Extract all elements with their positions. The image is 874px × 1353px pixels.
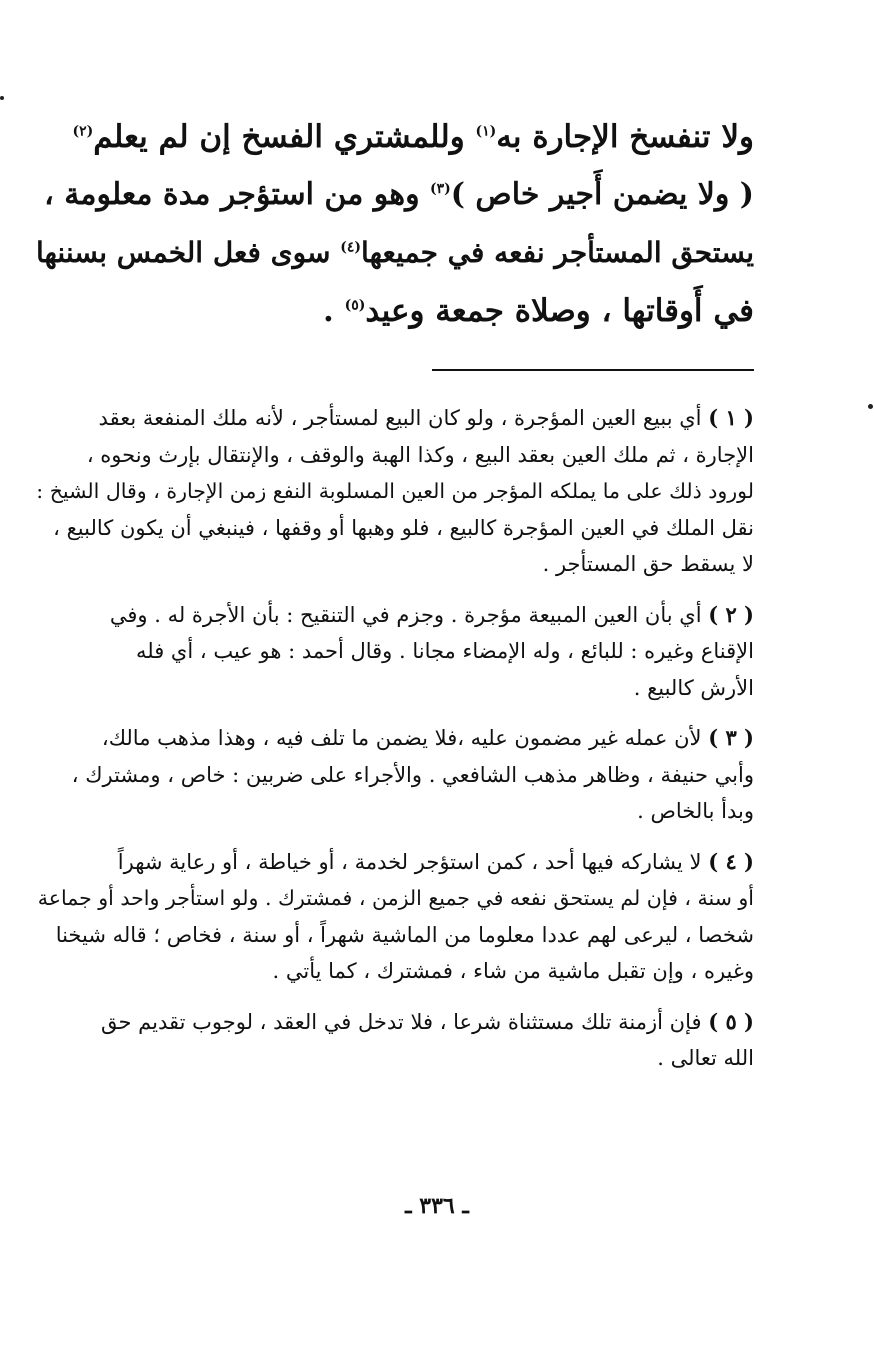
main-line-1-part-a: ولا تنفسخ الإجارة به [496, 119, 754, 155]
footnote-4-number: ( ٤ ) [708, 848, 754, 874]
footnote-ref-2: (٢) [72, 123, 94, 140]
footnote-3-line-3: وبدأ بالخاص . [637, 799, 754, 823]
footnote-3-line-2: وأبي حنيفة ، وظاهر مذهب الشافعي . والأجراء على ضربين : خاص ، ومشترك ، [71, 762, 754, 787]
footnote-3 [26, 720, 754, 830]
footnote-4-text-1: لا يشاركه فيها أحد ، كمن استؤجر لخدمة ، أو خياطة ، أو رعاية شهراً [117, 849, 702, 874]
page-number: ـ ٣٣٦ ـ [405, 1193, 469, 1219]
footnote-1-line-4: نقل الملك في العين المؤجرة كالبيع ، فلو وهبها أو وقفها ، فينبغي أن يكون كالبيع ، [53, 515, 754, 540]
footnote-5-number: ( ٥ ) [708, 1008, 754, 1034]
footnote-3-line-1 [26, 720, 754, 757]
main-line-3 [34, 224, 754, 282]
footnotes [26, 400, 754, 1091]
main-line-2 [34, 166, 754, 224]
main-line-3-part-a: يستحق المستأجر نفعه في جميعها [361, 236, 754, 269]
footnote-1-line-1 [26, 400, 754, 437]
main-line-2-part-a: ( ولا يضمن أَجير خاص ) [450, 177, 754, 212]
footnote-5-line-1 [26, 1004, 754, 1041]
footnote-4-line-3: شخصا ، ليرعى لهم عددا معلوما من الماشية شهراً ، أو سنة ، فخاص ؛ قاله شيخنا [55, 922, 754, 947]
footnote-5 [26, 1004, 754, 1077]
footnote-5-line-2: الله تعالى . [657, 1046, 754, 1070]
footnote-separator [432, 369, 754, 371]
footnote-2-line-1 [26, 597, 754, 634]
footnote-ref-4: (٤) [340, 239, 362, 256]
footnote-ref-3: (٣) [430, 181, 451, 197]
footnote-5-text-1: فإن أزمنة تلك مستثناة شرعا ، فلا تدخل في العقد ، لوجوب تقديم حق [100, 1009, 702, 1034]
main-line-4 [34, 282, 754, 340]
footnote-4-line-2: أو سنة ، فإن لم يستحق نفعه في جميع الزمن ، فمشترك . ولو استأجر واحد أو جماعة [37, 886, 754, 910]
footnote-2 [26, 597, 754, 707]
footnote-2-text-1: أي بأن العين المبيعة مؤجرة . وجزم في التنقيح : بأن الأجرة له . وفي [109, 602, 702, 627]
footnote-1-line-3: لورود ذلك على ما يملكه المؤجر من العين المسلوبة النفع زمن الإجارة ، وقال الشيخ : [36, 479, 754, 503]
main-line-4-part-b: . [323, 293, 345, 329]
footnote-3-number: ( ٣ ) [708, 725, 754, 750]
footnote-4 [26, 844, 754, 990]
footnote-1-number: ( ١ ) [708, 405, 754, 430]
scan-speck [868, 404, 873, 409]
footnote-ref-5: (٥) [344, 297, 366, 314]
footnote-2-line-2: الإقناع وغيره : للبائع ، وله الإمضاء مجانا . وقال أحمد : هو عيب ، أي فله [136, 639, 754, 663]
footnote-1-line-2: الإجارة ، ثم ملك العين بعقد البيع ، وكذا الهبة والوقف ، والإنتقال بإرث ونحوه ، [86, 442, 754, 467]
scan-speck [0, 96, 4, 100]
footnote-1-line-5: لا يسقط حق المستأجر . [542, 552, 754, 576]
footnote-1-text-1: أي ببيع العين المؤجرة ، ولو كان البيع لمستأجر ، لأنه ملك المنفعة بعقد [98, 406, 702, 430]
footnote-3-text-1: لأن عمله غير مضمون عليه ،فلا يضمن ما تلف فيه ، وهذا مذهب مالك، [101, 726, 702, 750]
footnote-4-line-4: وغيره ، وإن تقبل ماشية من شاء ، فمشترك ، كما يأتي . [272, 959, 754, 983]
footnote-1 [26, 400, 754, 583]
main-line-1 [34, 108, 754, 166]
main-line-2-part-b: وهو من استؤجر مدة معلومة ، [44, 177, 431, 212]
footnote-4-line-1 [26, 844, 754, 881]
main-line-4-part-a: في أَوقاتها ، وصلاة جمعة وعيد [365, 293, 754, 329]
footnote-ref-1: (١) [475, 123, 497, 140]
footnote-2-line-3: الأرش كالبيع . [633, 675, 754, 700]
main-line-3-part-b: سوى فعل الخمس بسننها [35, 236, 341, 269]
footnote-2-number: ( ٢ ) [708, 601, 754, 627]
main-line-1-part-b: وللمشتري الفسخ إن لم يعلم [93, 119, 476, 155]
main-text [34, 108, 754, 340]
